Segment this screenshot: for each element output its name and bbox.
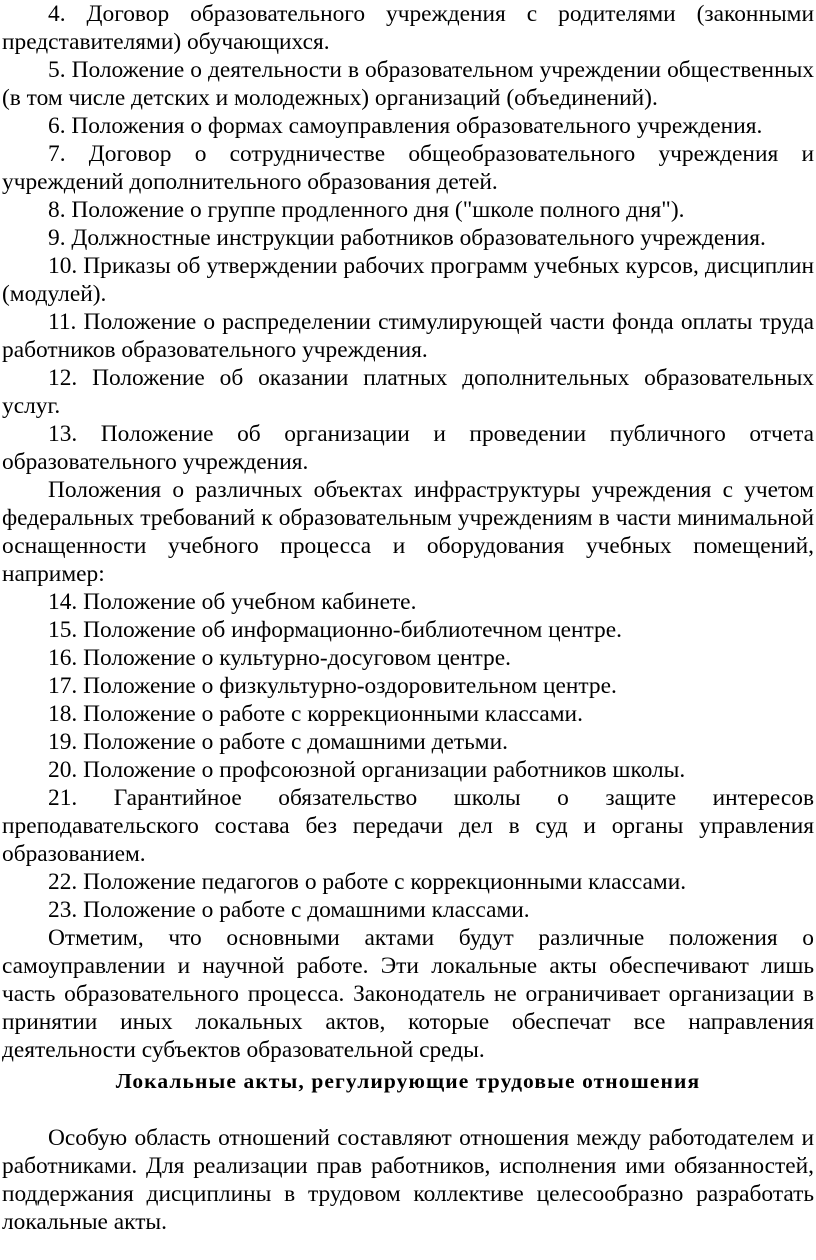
blank-line: [2, 1095, 814, 1124]
list-item: 13. Положение об организации и проведении публичного отчета образовательного учреждения.: [2, 421, 814, 475]
list-item: 4. Договор образовательного учреждения с родителями (законными представителями) обучающихся.: [2, 1, 814, 55]
list-item: 23. Положение о работе с домашними классами.: [48, 897, 530, 923]
list-item: 21. Гарантийное обязательство школы о защите интересов преподавательского состава без передачи дел в суд и органы управления образованием.: [2, 785, 814, 867]
list-item: 9. Должностные инструкции работников образовательного учреждения.: [48, 225, 766, 251]
list-item: 15. Положение об информационно-библиотечном центре.: [48, 617, 622, 643]
list-item: 22. Положение педагогов о работе с коррекционными классами.: [48, 869, 687, 895]
list-item: 5. Положение о деятельности в образовательном учреждении общественных (в том числе детских и молодежных) организаций (объединений).: [2, 57, 814, 111]
list-item: 16. Положение о культурно-досуговом центре.: [48, 645, 511, 671]
list-item: 8. Положение о группе продленного дня ("школе полного дня").: [48, 197, 685, 223]
list-item: 19. Положение о работе с домашними детьми.: [48, 729, 508, 755]
list-item: 7. Договор о сотрудничестве общеобразовательного учреждения и учреждений дополнительного образования детей.: [2, 141, 814, 195]
list-item: 14. Положение об учебном кабинете.: [48, 589, 417, 615]
labor-relations-paragraph: Особую область отношений составляют отношения между работодателем и работниками. Для реализации прав работников, исполнения ими обязанностей, поддержания дисциплины в трудовом коллективе целесообразно разработать локальные акты.: [2, 1125, 814, 1235]
list-item: 20. Положение о профсоюзной организации работников школы.: [48, 757, 686, 783]
list-item: 12. Положение об оказании платных дополнительных образовательных услуг.: [2, 365, 814, 419]
infrastructure-intro-paragraph: Положения о различных объектах инфраструктуры учреждения с учетом федеральных требований к образовательным учреждениям в части минимальной оснащенности учебного процесса и оборудования учебных помещений, например:: [2, 477, 814, 587]
list-item: 6. Положения о формах самоуправления образовательного учреждения.: [48, 113, 763, 139]
list-item: 11. Положение о распределении стимулирующей части фонда оплаты труда работников образовательного учреждения.: [2, 309, 814, 363]
list-item: 10. Приказы об утверждении рабочих программ учебных курсов, дисциплин (модулей).: [2, 253, 814, 307]
list-item: 18. Положение о работе с коррекционными классами.: [48, 701, 583, 727]
list-item: 17. Положение о физкультурно-оздоровительном центре.: [48, 673, 617, 699]
conclusion-paragraph: Отметим, что основными актами будут различные положения о самоуправлении и научной работе. Эти локальные акты обеспечивают лишь часть образовательного процесса. Законодатель не ограничивает организации в принятии иных локальных актов, которые обеспечат все направления деятельности субъектов образовательной среды.: [2, 925, 814, 1063]
section-heading: Локальные акты, регулирующие трудовые отношения: [115, 1069, 701, 1093]
